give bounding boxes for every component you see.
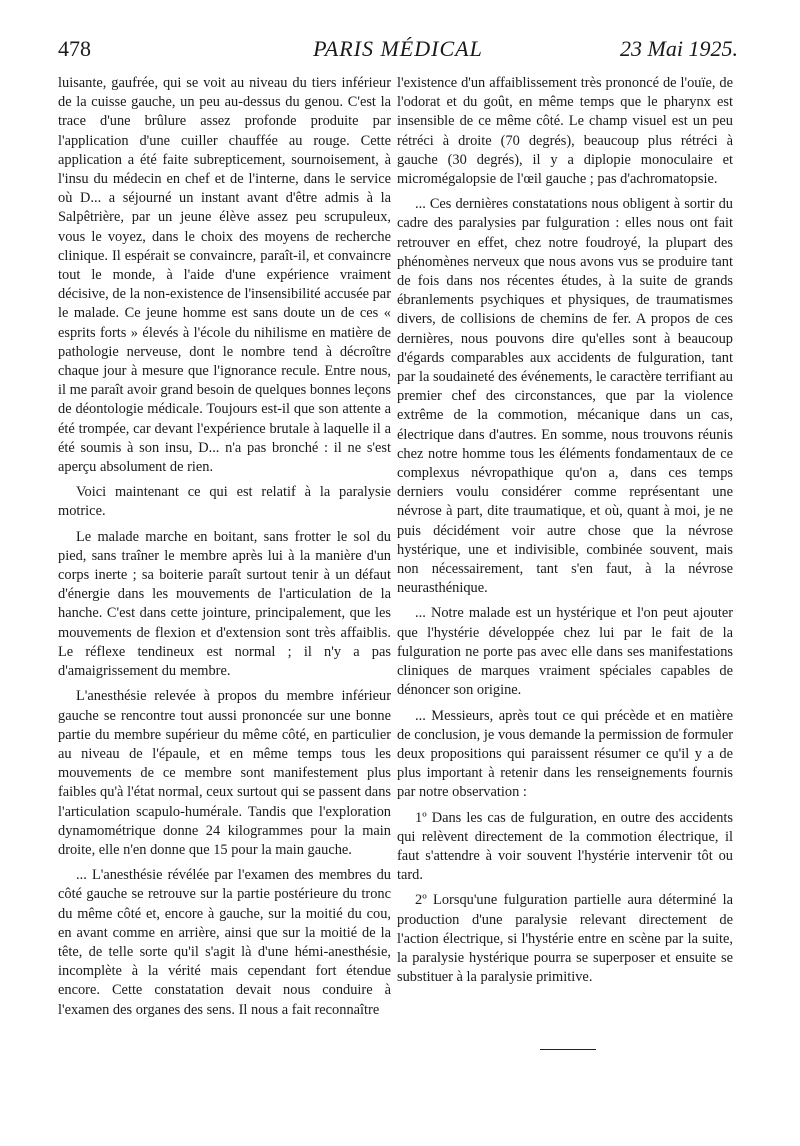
paragraph: ... Notre malade est un hystérique et l'on peut ajouter que l'hystérie développée chez lui par le fait de la fulguration ne porte pas avec elle dans ses manifestations cliniques de marques vraiment spéciales capables de dénoncer son origine. (397, 605, 733, 699)
paragraph: Voici maintenant ce qui est relatif à la paralysie motrice. (58, 484, 391, 520)
numbered-proposition: 2º Lorsqu'une fulguration partielle aura déterminé la production d'une paralysie relevant directement de l'action électrique, si l'hystérie entre en scène par la suite, la paralysie hystérique pourra se superposer et ensuite se substituer à la paralysie primitive. (397, 892, 733, 986)
end-rule (540, 1049, 596, 1050)
numbered-proposition: 1º Dans les cas de fulguration, en outre des accidents qui relèvent directement de la commotion électrique, il faut s'attendre à voir souvent l'hystérie intervenir tôt ou tard. (397, 809, 733, 884)
paragraph: ... L'anesthésie révélée par l'examen des membres du côté gauche se retrouve sur la partie postérieure du tronc du même côté et, encore à gauche, sur la moitié du cou, en avant comme en arrière, ainsi que sur la moitié de la tête, de telle sorte qu'il s'agit là d'une hémi-anesthésie, incomplète à la vérité mais cependant fort étendue encore. Cette constatation devait nous conduire à l'examen des organes des sens. Il nous a fait reconnaître (58, 867, 391, 1018)
paragraph: Le malade marche en boitant, sans frotter le sol du pied, sans traîner le membre après lui à la manière d'un corps inerte ; sa boiterie paraît surtout tenir à un défaut d'énergie dans les mouvements de l'articulation de la hanche. C'est dans cette jointure, principalement, que les mouvements de flexion et d'extension sont très affaiblis. Le réflexe tendineux est normal ; il n'y a pas d'amaigrissement du membre. (58, 528, 391, 680)
paragraph: L'anesthésie relevée à propos du membre inférieur gauche se rencontre tout aussi prononcée sur une bonne partie du membre supérieur du même côté, en particulier au niveau de l'épaule, et en même temps tous les mouvements de ce membre sont manifestement plus faibles qu'à l'état normal, ceux surtout qui se passent dans l'articulation scapulo-humérale. Tandis que l'exploration dynamométrique donne 24 kilogrammes pour la main droite, elle n'en donne que 15 pour la main gauche. (58, 688, 391, 858)
paragraph: luisante, gaufrée, qui se voit au niveau du tiers inférieur de la cuisse gauche, un peu au-dessus du genou. C'est la trace d'une brûlure assez profonde produite par l'application d'une cuiller chauffée au rouge. Cette application a été faite subrepticement, sournoisement, à l'insu du médecin en chef et de l'interne, dans le service où D... a séjourné un instant avant d'être admis à la Salpêtrière, par un jeune élève assez peu scrupuleux, vous le voyez, dans le choix des moyens de recherche clinique. Il espérait se convaincre, paraît-il, et convaincre tout le monde, à l'aide d'une expérience vraiment décisive, de la non-existence de l'insensibilité accusée par le malade. Ce jeune homme est sans doute un de ces « esprits forts » élevés à l'école du nihilisme en matière de pathologie nerveuse, dont le nombre tend à décroître chaque jour à mesure que l'ignorance recule. Entre nous, il me paraît avoir grand besoin de quelques bonnes leçons de déontologie médicale. Toujours est-il que son attente a été trompée, car devant l'expérience brutale à laquelle il a été soumis à son insu, D... n'a pas bronché : il ne s'est aperçu absolument de rien. (58, 75, 391, 476)
paragraph: l'existence d'un affaiblissement très prononcé de l'ouïe, de l'odorat et du goût, en même temps que le pharynx est insensible de ce même côté. Le champ visuel est un peu rétréci à droite (70 degrés), beaucoup plus rétréci à gauche (30 degrés), il y a diplopie monoculaire et micromégalopsie de l'œil gauche ; pas d'achromatopsie. (397, 75, 733, 188)
issue-date: 23 Mai 1925. (620, 36, 738, 61)
paragraph: ... Messieurs, après tout ce qui précède et en matière de conclusion, je vous demande la permission de formuler deux propositions qui paraissent résumer ce qu'il y a de plus important à retenir dans les renseignements fournis par notre observation : (397, 707, 733, 801)
running-header (58, 36, 738, 66)
paragraph: ... Ces dernières constatations nous obligent à sortir du cadre des paralysies par fulguration : elles nous ont fait retrouver en effet, chez notre foudroyé, la plupart des phénomènes nerveux que nous avons vus se produire tant de fois dans nos récentes études, à la suite de grands ébranlements psychiques et physiques, de traumatismes divers, de collisions de chemins de fer. A propos de ces dernières, nous pouvons dire qu'elles sont à beaucoup d'égards comparables aux accidents de fulguration, tant par la soudaineté des événements, le caractère terrifiant au premier chef des circonstances, que par la violence extrême de la commotion, mécanique dans un cas, électrique dans d'autres. En somme, nous trouvons réunis chez notre homme tous les éléments fondamentaux de ce complexus névropathique qu'on a, dans ces temps derniers voulu considérer comme représentant une névrose à part, dite traumatique, et où, quant à moi, je ne puis décidément voir autre chose que la névrose hystérique, une et indivisible, combinée souvent, mais non nécessairement, tant s'en faut, à la névrose neurasthénique. (397, 196, 734, 597)
left-column (58, 74, 391, 1020)
page-number: 478 (58, 36, 91, 61)
right-column (397, 74, 733, 987)
journal-title: PARIS MÉDICAL (313, 36, 483, 61)
